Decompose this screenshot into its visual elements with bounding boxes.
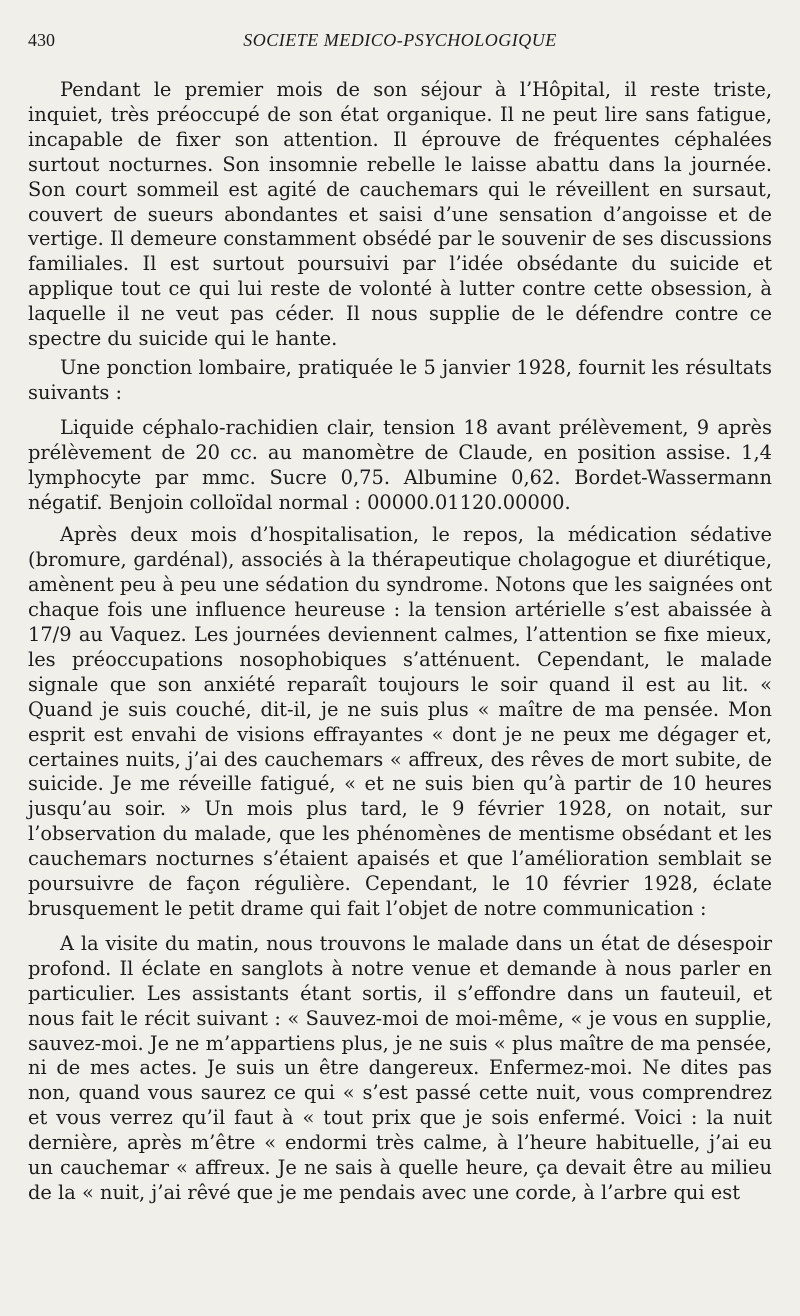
- running-title: SOCIETE MEDICO-PSYCHOLOGIQUE: [243, 30, 557, 50]
- paragraph-treatment-progress: Après deux mois d’hospitalisation, le repos, la médication sédative (bromure, gardénal), associés à la thérapeutique cholagogue et diurétique, amènent peu à peu une sédation du syndrome. Notons que les saignées ont chaque fois une influence heureuse : la tension artérielle s’est abaissée à 17/9 au Vaquez. Les journées deviennent calmes, l’attention se fixe mieux, les préoccupations nosophobiques s’atténuent. Cependant, le malade signale que son anxiété reparaît toujours le soir quand il est au lit. « Quand je suis couché, dit-il, je ne suis plus « maître de ma pensée. Mon esprit est envahi de visions effrayantes « dont je ne peux me dégager et, certaines nuits, j’ai des cauchemars « affreux, des rêves de mort subite, de suicide. Je me réveille fatigué, « et ne suis bien qu’à partir de 10 heures jusqu’au soir. » Un mois plus tard, le 9 février 1928, on notait, sur l’observation du malade, que les phénomènes de mentisme obsédant et les cauchemars nocturnes s’étaient apaisés et que l’amélioration semblait se poursuivre de façon régulière. Cependant, le 10 février 1928, éclate brusquement le petit drame qui fait l’objet de notre communication :: [28, 523, 772, 920]
- page-header: [28, 30, 772, 66]
- page-number: 430: [28, 30, 55, 50]
- paragraph-lumbar-puncture: Une ponction lombaire, pratiquée le 5 janvier 1928, fournit les résultats suivants :: [28, 355, 772, 404]
- paragraph-morning-visit: A la visite du matin, nous trouvons le malade dans un état de désespoir profond. Il éclate en sanglots à notre venue et demande à nous parler en particulier. Les assistants étant sortis, il s’effondre dans un fauteuil, et nous fait le récit suivant : « Sauvez-moi de moi-même, « je vous en supplie, sauvez-moi. Je ne m’appartiens plus, je ne suis « plus maître de ma pensée, ni de mes actes. Je suis un être dangereux. Enfermez-moi. Ne dites pas non, quand vous saurez ce qui « s’est passé cette nuit, vous comprendrez et vous verrez qu’il faut à « tout prix que je sois enfermé. Voici : la nuit dernière, après m’être « endormi très calme, à l’heure habituelle, j’ai eu un cauchemar « affreux. Je ne sais à quelle heure, ça devait être au milieu de la « nuit, j’ai rêvé que je me pendais avec une corde, à l’arbre qui est: [28, 931, 772, 1204]
- paragraph-hospital-stay: Pendant le premier mois de son séjour à l’Hôpital, il reste triste, inquiet, très préoccupé de son état organique. Il ne peut lire sans fatigue, incapable de fixer son attention. Il éprouve de fréquentes céphalées surtout nocturnes. Son insomnie rebelle le laisse abattu dans la journée. Son court sommeil est agité de cauchemars qui le réveillent en sursaut, couvert de sueurs abondantes et saisi d’une sensation d’angoisse et de vertige. Il demeure constamment obsédé par le souvenir de ses discussions familiales. Il est surtout poursuivi par l’idée obsédante du suicide et applique tout ce qui lui reste de volonté à lutter contre cette obsession, à laquelle il ne veut pas céder. Il nous supplie de le défendre contre ce spectre du suicide qui le hante.: [28, 78, 772, 351]
- paragraph-csf-results: Liquide céphalo-rachidien clair, tension 18 avant prélèvement, 9 après prélèvement de 20 cc. au manomètre de Claude, en position assise. 1,4 lymphocyte par mmc. Sucre 0,75. Albumine 0,62. Bordet-Wassermann négatif. Benjoin colloïdal normal : 00000.01120.00000.: [28, 415, 772, 514]
